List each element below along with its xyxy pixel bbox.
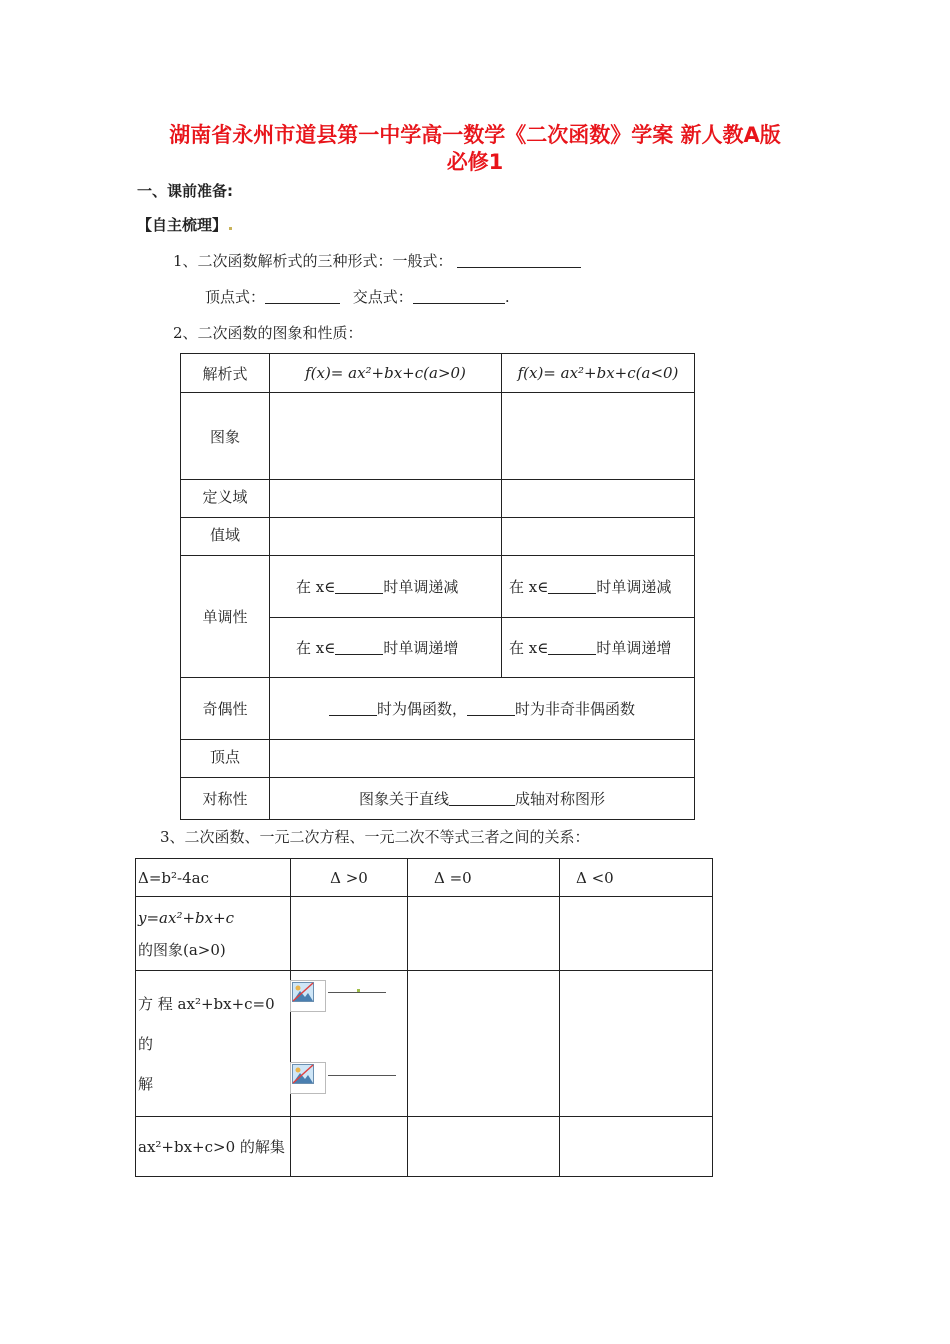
equation-label-line-2: 解 [138, 1074, 154, 1093]
empty-cell [560, 1117, 713, 1177]
subheading-self-review [137, 214, 232, 235]
interval-blank [335, 579, 383, 594]
properties-table [180, 353, 695, 820]
graph-label-line-2: 的图象(a>0) [138, 940, 226, 959]
row-label-parity: 奇偶性 [181, 678, 270, 740]
row-label-graph: 图象 [181, 393, 270, 480]
row-label-range: 值域 [181, 518, 270, 556]
mono-inc-cell [270, 618, 502, 678]
table-row [181, 518, 695, 556]
empty-cell [408, 971, 560, 1117]
table-row [181, 393, 695, 480]
item-3-label: 3、二次函数、一元二次方程、一元二次不等式三者之间的关系： [160, 828, 590, 846]
item-1 [173, 250, 581, 271]
mono-prefix: 在 x∈ [296, 578, 336, 596]
table-row [136, 859, 713, 897]
mono-inc-cell [502, 618, 695, 678]
item-1-label: 1、二次函数解析式的三种形式：一般式： [173, 252, 453, 270]
relation-table [135, 858, 713, 1177]
empty-cell [270, 393, 502, 480]
empty-cell [270, 518, 502, 556]
row-label-monotonic: 单调性 [181, 556, 270, 678]
parity-blank [329, 701, 377, 716]
dot-mark [357, 989, 360, 992]
header-cell: Δ <0 [560, 859, 713, 897]
table-row [181, 778, 695, 820]
axis-blank [449, 791, 515, 806]
mono-inc-text: 时单调递增 [383, 639, 459, 657]
parity-even-text: 时为偶函数， [376, 700, 467, 718]
empty-cell [502, 393, 695, 480]
dot-mark [229, 227, 232, 230]
title-line-1: 湖南省永州市道县第一中学高一数学《二次函数》学案 新人教A版 [169, 123, 781, 147]
parity-cell [270, 678, 695, 740]
item-2-label: 2、二次函数的图象和性质： [173, 324, 363, 342]
header-cell: 解析式 [181, 354, 270, 393]
mono-prefix: 在 x∈ [296, 639, 336, 657]
vertex-form-label: 顶点式： [205, 288, 266, 306]
broken-image-icon [290, 980, 326, 1012]
graph-label-line-1: y=ax²+bx+c [138, 908, 235, 927]
mono-prefix: 在 x∈ [509, 578, 549, 596]
mono-dec-text: 时单调递减 [383, 578, 459, 596]
symmetry-cell [270, 778, 695, 820]
answer-line [328, 1075, 396, 1076]
subheading-text: 【自主梳理】 [137, 216, 228, 234]
item-1-end: . [504, 288, 510, 306]
intersect-form-label: 交点式： [352, 288, 413, 306]
row-label-domain: 定义域 [181, 480, 270, 518]
empty-cell [560, 971, 713, 1117]
table-row [136, 897, 713, 971]
interval-blank [335, 640, 383, 655]
parity-blank [467, 701, 515, 716]
header-cell: Δ=b²-4ac [136, 859, 291, 897]
header-cell: Δ =0 [408, 859, 560, 897]
table-row [181, 556, 695, 618]
mono-dec-cell [502, 556, 695, 618]
intersect-form-blank [413, 289, 505, 304]
symmetry-suffix: 成轴对称图形 [515, 790, 606, 808]
mono-inc-text: 时单调递增 [596, 639, 672, 657]
empty-cell [291, 1117, 408, 1177]
mono-dec-text: 时单调递减 [596, 578, 672, 596]
empty-cell [502, 480, 695, 518]
item-1-forms [205, 286, 510, 307]
row-label-vertex: 顶点 [181, 740, 270, 778]
broken-image-icon [290, 1062, 326, 1094]
symmetry-prefix: 图象关于直线 [358, 790, 449, 808]
document-title [100, 122, 850, 176]
empty-cell [408, 897, 560, 971]
row-label-inequality: ax²+bx+c>0 的解集 [136, 1117, 291, 1177]
answer-line [328, 992, 386, 993]
mono-prefix: 在 x∈ [509, 639, 549, 657]
equation-label-line-1: 方 程 ax²+bx+c=0 的 [138, 994, 275, 1053]
title-line-2: 必修1 [446, 150, 504, 174]
general-form-blank [457, 253, 581, 268]
empty-cell [408, 1117, 560, 1177]
interval-blank [548, 640, 596, 655]
empty-cell [560, 897, 713, 971]
row-label-symmetry: 对称性 [181, 778, 270, 820]
interval-blank [548, 579, 596, 594]
vertex-form-blank [265, 289, 340, 304]
section-heading-1: 一、课前准备: [137, 182, 233, 200]
mono-dec-cell [270, 556, 502, 618]
table-row [136, 1117, 713, 1177]
parity-neither-text: 时为非奇非偶函数 [515, 700, 636, 718]
empty-cell [270, 740, 695, 778]
empty-cell [270, 480, 502, 518]
table-row [181, 354, 695, 393]
row-label-graph [136, 897, 291, 971]
row-label-equation [136, 971, 291, 1117]
header-cell: f(x)= ax²+bx+c(a<0) [502, 354, 695, 393]
header-cell: Δ >0 [291, 859, 408, 897]
header-cell: f(x)= ax²+bx+c(a>0) [270, 354, 502, 393]
empty-cell [291, 897, 408, 971]
table-row [181, 678, 695, 740]
table-row [181, 480, 695, 518]
empty-cell [502, 518, 695, 556]
table-row [181, 740, 695, 778]
table-row [136, 971, 713, 1117]
